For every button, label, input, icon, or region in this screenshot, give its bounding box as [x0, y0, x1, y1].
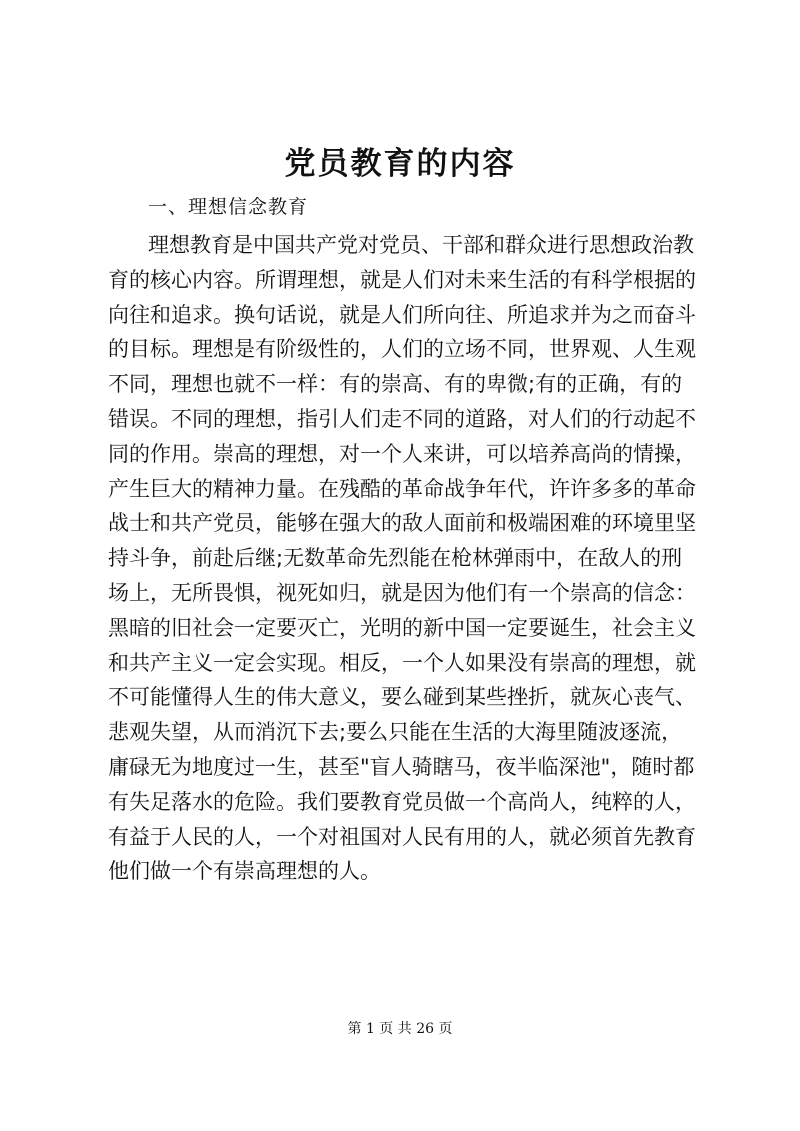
paragraph-line: 错误。不同的理想，指引人们走不同的道路，对人们的行动起不 — [108, 406, 696, 431]
paragraph-line: 同的作用。崇高的理想，对一个人来讲，可以培养高尚的情操， — [108, 441, 696, 466]
paragraph-line: 场上，无所畏惧，视死如归，就是因为他们有一个崇高的信念： — [108, 580, 696, 605]
paragraph-line: 产生巨大的精神力量。在残酷的革命战争年代，许许多多的革命 — [108, 476, 696, 501]
paragraph-line: 不可能懂得人生的伟大意义，要么碰到某些挫折，就灰心丧气、 — [108, 685, 696, 710]
paragraph-line: 向往和追求。换句话说，就是人们所向往、所追求并为之而奋斗 — [108, 302, 696, 327]
paragraph-line: 庸碌无为地度过一生，甚至"盲人骑瞎马，夜半临深池"，随时都 — [108, 754, 695, 779]
paragraph-line: 不同，理想也就不一样：有的崇高、有的卑微;有的正确，有的 — [108, 372, 683, 397]
page-footer: 第 1 页 共 26 页 — [347, 1021, 453, 1037]
section-heading: 一、理想信念教育 — [148, 196, 309, 218]
body-paragraph — [108, 228, 708, 889]
paragraph-line: 有益于人民的人，一个对祖国对人民有用的人，就必须首先教育 — [108, 824, 696, 849]
paragraph-line: 育的核心内容。所谓理想，就是人们对未来生活的有科学根据的 — [108, 267, 696, 292]
paragraph-line: 他们做一个有崇高理想的人。 — [108, 859, 381, 884]
paragraph-line: 黑暗的旧社会一定要灭亡，光明的新中国一定要诞生，社会主义 — [108, 615, 696, 640]
paragraph-line: 有失足落水的危险。我们要教育党员做一个高尚人，纯粹的人， — [108, 789, 696, 814]
paragraph-line: 理想教育是中国共产党对党员、干部和群众进行思想政治教 — [148, 233, 694, 257]
paragraph-line: 悲观失望，从而消沉下去;要么只能在生活的大海里随波逐流， — [108, 720, 683, 745]
paragraph-line: 和共产主义一定会实现。相反，一个人如果没有崇高的理想，就 — [108, 650, 696, 675]
document-title: 党员教育的内容 — [284, 146, 516, 182]
paragraph-line: 持斗争，前赴后继;无数革命先烈能在枪林弹雨中，在敌人的刑 — [108, 546, 683, 571]
paragraph-line: 的目标。理想是有阶级性的，人们的立场不同，世界观、人生观 — [108, 337, 696, 362]
paragraph-line: 战士和共产党员，能够在强大的敌人面前和极端困难的环境里坚 — [108, 511, 696, 536]
